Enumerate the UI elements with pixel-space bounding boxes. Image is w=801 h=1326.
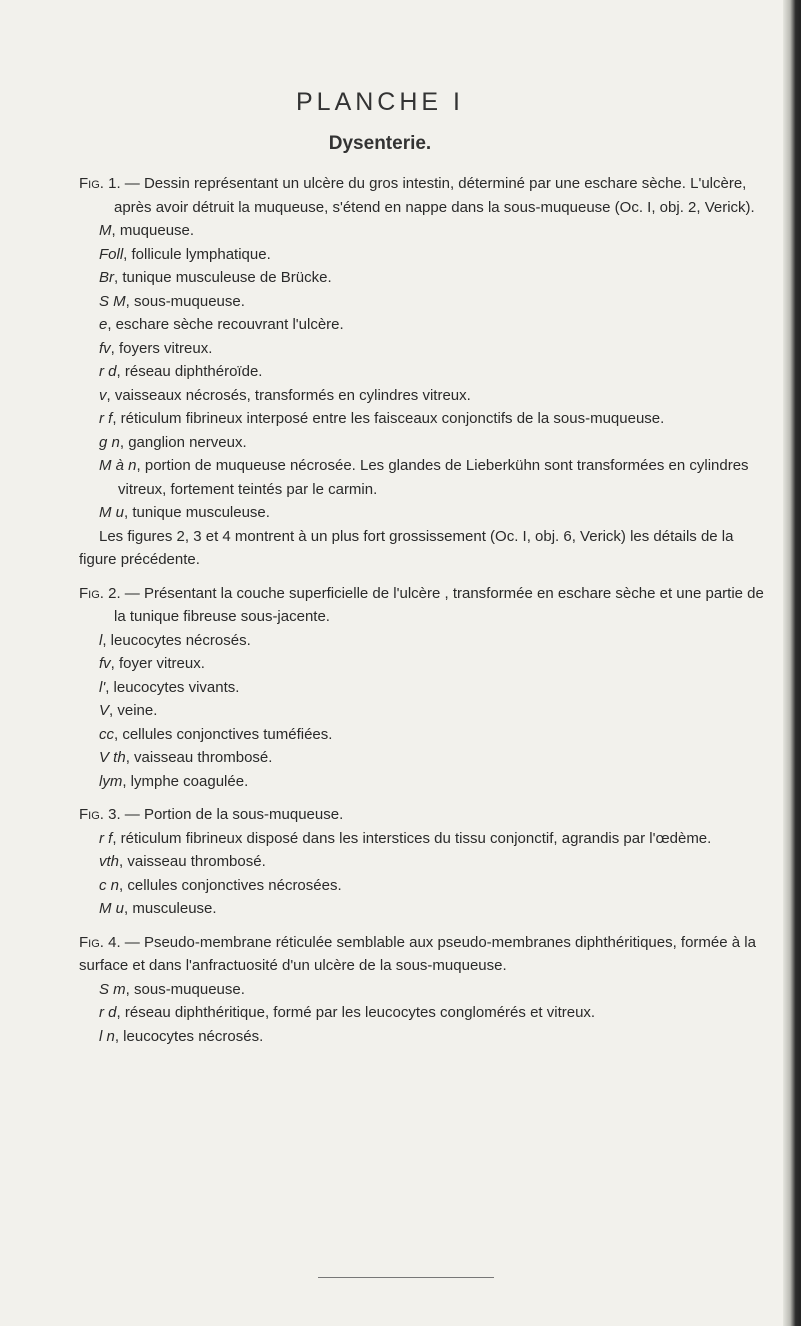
- legend-item: l', leucocytes vivants.: [99, 678, 240, 696]
- legend-item: M u, tunique musculeuse.: [99, 504, 270, 521]
- fig3-text: — Portion de la sous-muqueuse.: [124, 806, 344, 823]
- legend-item: r d, réseau diphthéritique, formé par les leucocytes conglomérés et vitreux.: [99, 1004, 596, 1021]
- fig1-caption: [79, 172, 769, 219]
- fig4-label: Fig. 4.: [79, 933, 121, 951]
- plate-subtitle: Dysenterie.: [328, 133, 432, 154]
- legend-item: r f, réticulum fibrineux disposé dans les interstices du tissu conjonctif, agrandis par l'œdème.: [99, 829, 712, 847]
- legend-item: cc, cellules conjonctives tuméfiées.: [99, 725, 333, 743]
- legend-item: e, eschare sèche recouvrant l'ulcère.: [99, 316, 344, 333]
- fig3-label: Fig. 3.: [79, 806, 121, 823]
- legend-item: v, vaisseaux nécrosés, transformés en cylindres vitreux.: [99, 386, 471, 404]
- legend-item: c n, cellules conjonctives nécrosées.: [99, 876, 342, 894]
- legend-item: l, leucocytes nécrosés.: [99, 631, 251, 649]
- plate-text: [79, 172, 769, 1048]
- legend-item: V, veine.: [99, 702, 158, 719]
- legend-item: S M, sous-muqueuse.: [99, 292, 245, 310]
- legend-item: l n, leucocytes nécrosés.: [99, 1027, 264, 1045]
- fig4-caption: [79, 931, 769, 978]
- legend-item: vth, vaisseau thrombosé.: [99, 853, 266, 870]
- legend-item: lym, lymphe coagulée.: [99, 772, 249, 790]
- fig1-text: — Dessin représentant un ulcère du gros intestin, déterminé par une eschare sèche. L'ulcère, après avoir détruit la muqueuse, s'étend en nappe dans la sous-muqueuse (Oc. I, obj. 2, Verick).: [114, 175, 755, 216]
- magnification-note: Les figures 2, 3 et 4 montrent à un plus fort grossissement (Oc. I, obj. 6, Verick) les détails de la figure précédente.: [79, 527, 734, 568]
- legend-item: M, muqueuse.: [99, 222, 195, 239]
- legend-item: M à n, portion de muqueuse nécrosée. Les glandes de Lieberkühn sont transformées en cylindres vitreux, fortement teintés par le carmin.: [99, 457, 749, 498]
- fig2-label: Fig. 2.: [79, 584, 121, 602]
- fig4-text: — Pseudo-membrane réticulée semblable aux pseudo-membranes diphthéritiques, formée à la surface et dans l'anfractuosité d'un ulcère de la sous-muqueuse.: [79, 933, 756, 974]
- legend-item: Br, tunique musculeuse de Brücke.: [99, 269, 332, 286]
- fig2-text: — Présentant la couche superficielle de l'ulcère , transformée en eschare sèche et une partie de la tunique fibreuse sous-jacente.: [114, 584, 764, 625]
- legend-item: fv, foyer vitreux.: [99, 655, 205, 672]
- legend-item: Foll, follicule lymphatique.: [99, 245, 271, 263]
- closing-rule: [318, 1277, 494, 1278]
- legend-item: r f, réticulum fibrineux interposé entre les faisceaux conjonctifs de la sous-muqueuse.: [99, 410, 665, 427]
- fig1-label: Fig. 1.: [79, 175, 121, 192]
- legend-item: S m, sous-muqueuse.: [99, 980, 245, 998]
- legend-item: M u, musculeuse.: [99, 900, 217, 917]
- fig3-caption: [79, 803, 769, 827]
- plate-title: PLANCHE I: [296, 88, 464, 116]
- legend-item: g n, ganglion nerveux.: [99, 433, 247, 451]
- fig2-caption: [79, 582, 769, 629]
- legend-item: V th, vaisseau thrombosé.: [99, 749, 273, 766]
- legend-item: fv, foyers vitreux.: [99, 339, 213, 357]
- legend-item: r d, réseau diphthéroïde.: [99, 363, 263, 380]
- page-edge-shadow: [783, 0, 801, 1326]
